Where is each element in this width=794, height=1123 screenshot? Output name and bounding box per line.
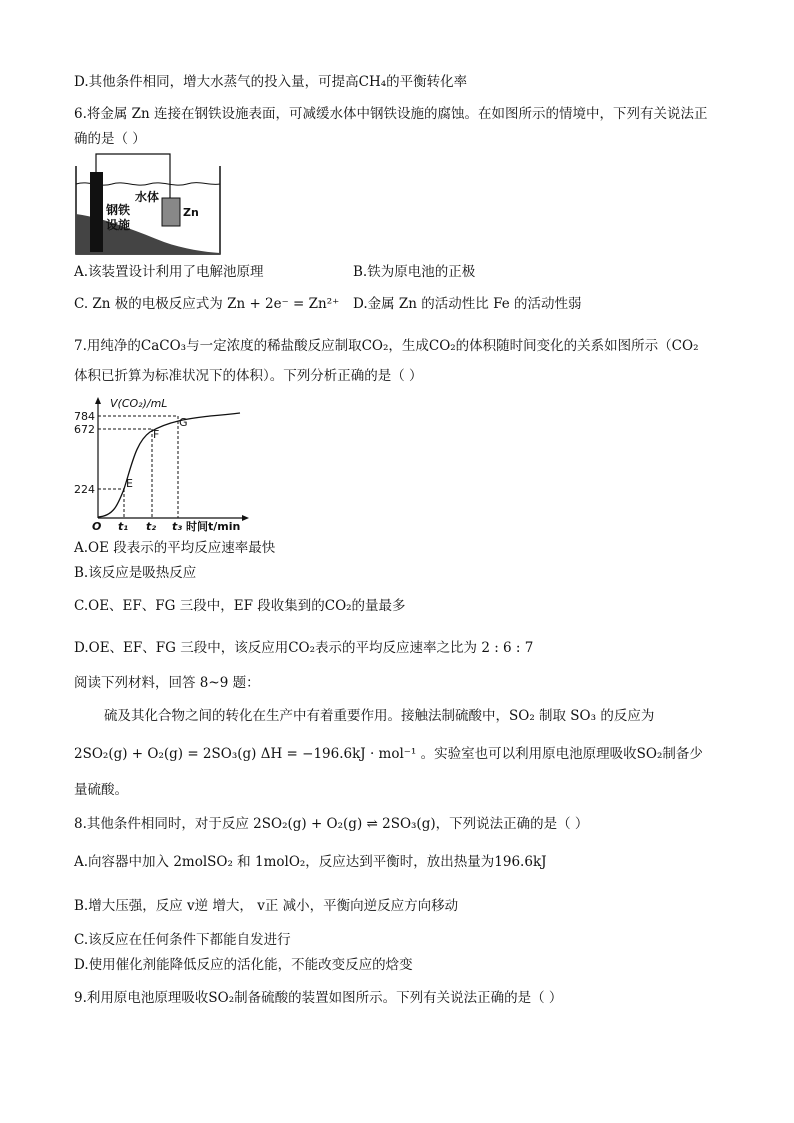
q8-option-b: B.增大压强，反应 v逆 增大， v正 减小，平衡向逆反应方向移动 [74, 898, 459, 914]
q7-option-a: A.OE 段表示的平均反应速率最快 [74, 540, 276, 556]
reading-intro: 阅读下列材料，回答 8~9 题： [74, 675, 260, 691]
q7-option-b: B.该反应是吸热反应 [74, 565, 197, 581]
q6-option-a: A.该装置设计利用了电解池原理 [74, 264, 264, 280]
q6-stem-line-1: 6.将金属 Zn 连接在钢铁设施表面，可减缓水体中钢铁设施的腐蚀。在如图所示的情境中，下列有关说法正 [74, 106, 708, 122]
q8-option-d: D.使用催化剂能降低反应的活化能，不能改变反应的焓变 [74, 957, 413, 973]
label-zn: Zn [183, 206, 199, 219]
q9-stem: 9.利用原电池原理吸收SO₂制备硫酸的装置如图所示。下列有关说法正确的是（ ） [74, 990, 563, 1006]
material-line-1: 硫及其化合物之间的转化在生产中有着重要作用。接触法制硫酸中，SO₂ 制取 SO₃ 的反应为 [104, 708, 655, 724]
q5-option-d: D.其他条件相同，增大水蒸气的投入量，可提高CH₄的平衡转化率 [74, 74, 468, 90]
q8-option-a: A.向容器中加入 2molSO₂ 和 1molO₂，反应达到平衡时，放出热量为196.6kJ [74, 854, 547, 870]
x-tick-t3: t₃ [172, 520, 183, 533]
q6-option-b: B.铁为原电池的正极 [353, 264, 476, 280]
y-axis-label: V(CO₂)/mL [110, 397, 168, 410]
q7-option-c: C.OE、EF、FG 三段中，EF 段收集到的CO₂的量最多 [74, 598, 406, 614]
steel-facility [90, 172, 103, 252]
material-line-2: 2SO₂(g) + O₂(g) = 2SO₃(g) ΔH = −196.6kJ · mol⁻¹ 。实验室也可以利用原电池原理吸收SO₂制备少 [74, 746, 703, 762]
point-label-g: G [179, 416, 188, 429]
y-tick-224: 224 [74, 483, 95, 496]
label-steel-2: 设施 [106, 218, 131, 232]
x-axis-label: 时间t/min [186, 520, 241, 533]
y-tick-784: 784 [74, 410, 95, 423]
origin-label: O [92, 520, 102, 533]
q7-option-d: D.OE、EF、FG 三段中，该反应用CO₂表示的平均反应速率之比为 2 : 6 : 7 [74, 640, 534, 656]
x-axis-arrow [242, 515, 249, 521]
q7-chart [74, 394, 254, 534]
q6-figure [74, 152, 224, 256]
x-tick-t2: t₂ [146, 520, 157, 533]
label-steel-1: 钢铁 [106, 203, 131, 217]
y-axis-arrow [95, 397, 101, 404]
q6-stem-line-2: 确的是（ ） [74, 131, 146, 147]
point-label-f: F [153, 428, 160, 441]
y-tick-672: 672 [74, 423, 95, 436]
point-label-e: E [126, 477, 133, 490]
q6-option-c: C. Zn 极的电极反应式为 Zn + 2e⁻ = Zn²⁺ [74, 296, 340, 312]
q6-option-d: D.金属 Zn 的活动性比 Fe 的活动性弱 [353, 296, 582, 312]
x-tick-t1: t₁ [118, 520, 129, 533]
label-water: 水体 [135, 190, 160, 204]
q8-stem: 8.其他条件相同时，对于反应 2SO₂(g) + O₂(g) ⇌ 2SO₃(g)，下列说法正确的是（ ） [74, 816, 589, 832]
q8-option-c: C.该反应在任何条件下都能自发进行 [74, 932, 291, 948]
q7-stem-line-2: 体积已折算为标准状况下的体积）。下列分析正确的是（ ） [74, 368, 423, 384]
q7-stem-line-1: 7.用纯净的CaCO₃与一定浓度的稀盐酸反应制取CO₂，生成CO₂的体积随时间变化的关系如图所示（CO₂ [74, 338, 699, 354]
material-line-3: 量硫酸。 [74, 782, 128, 798]
zinc-block [162, 198, 180, 226]
